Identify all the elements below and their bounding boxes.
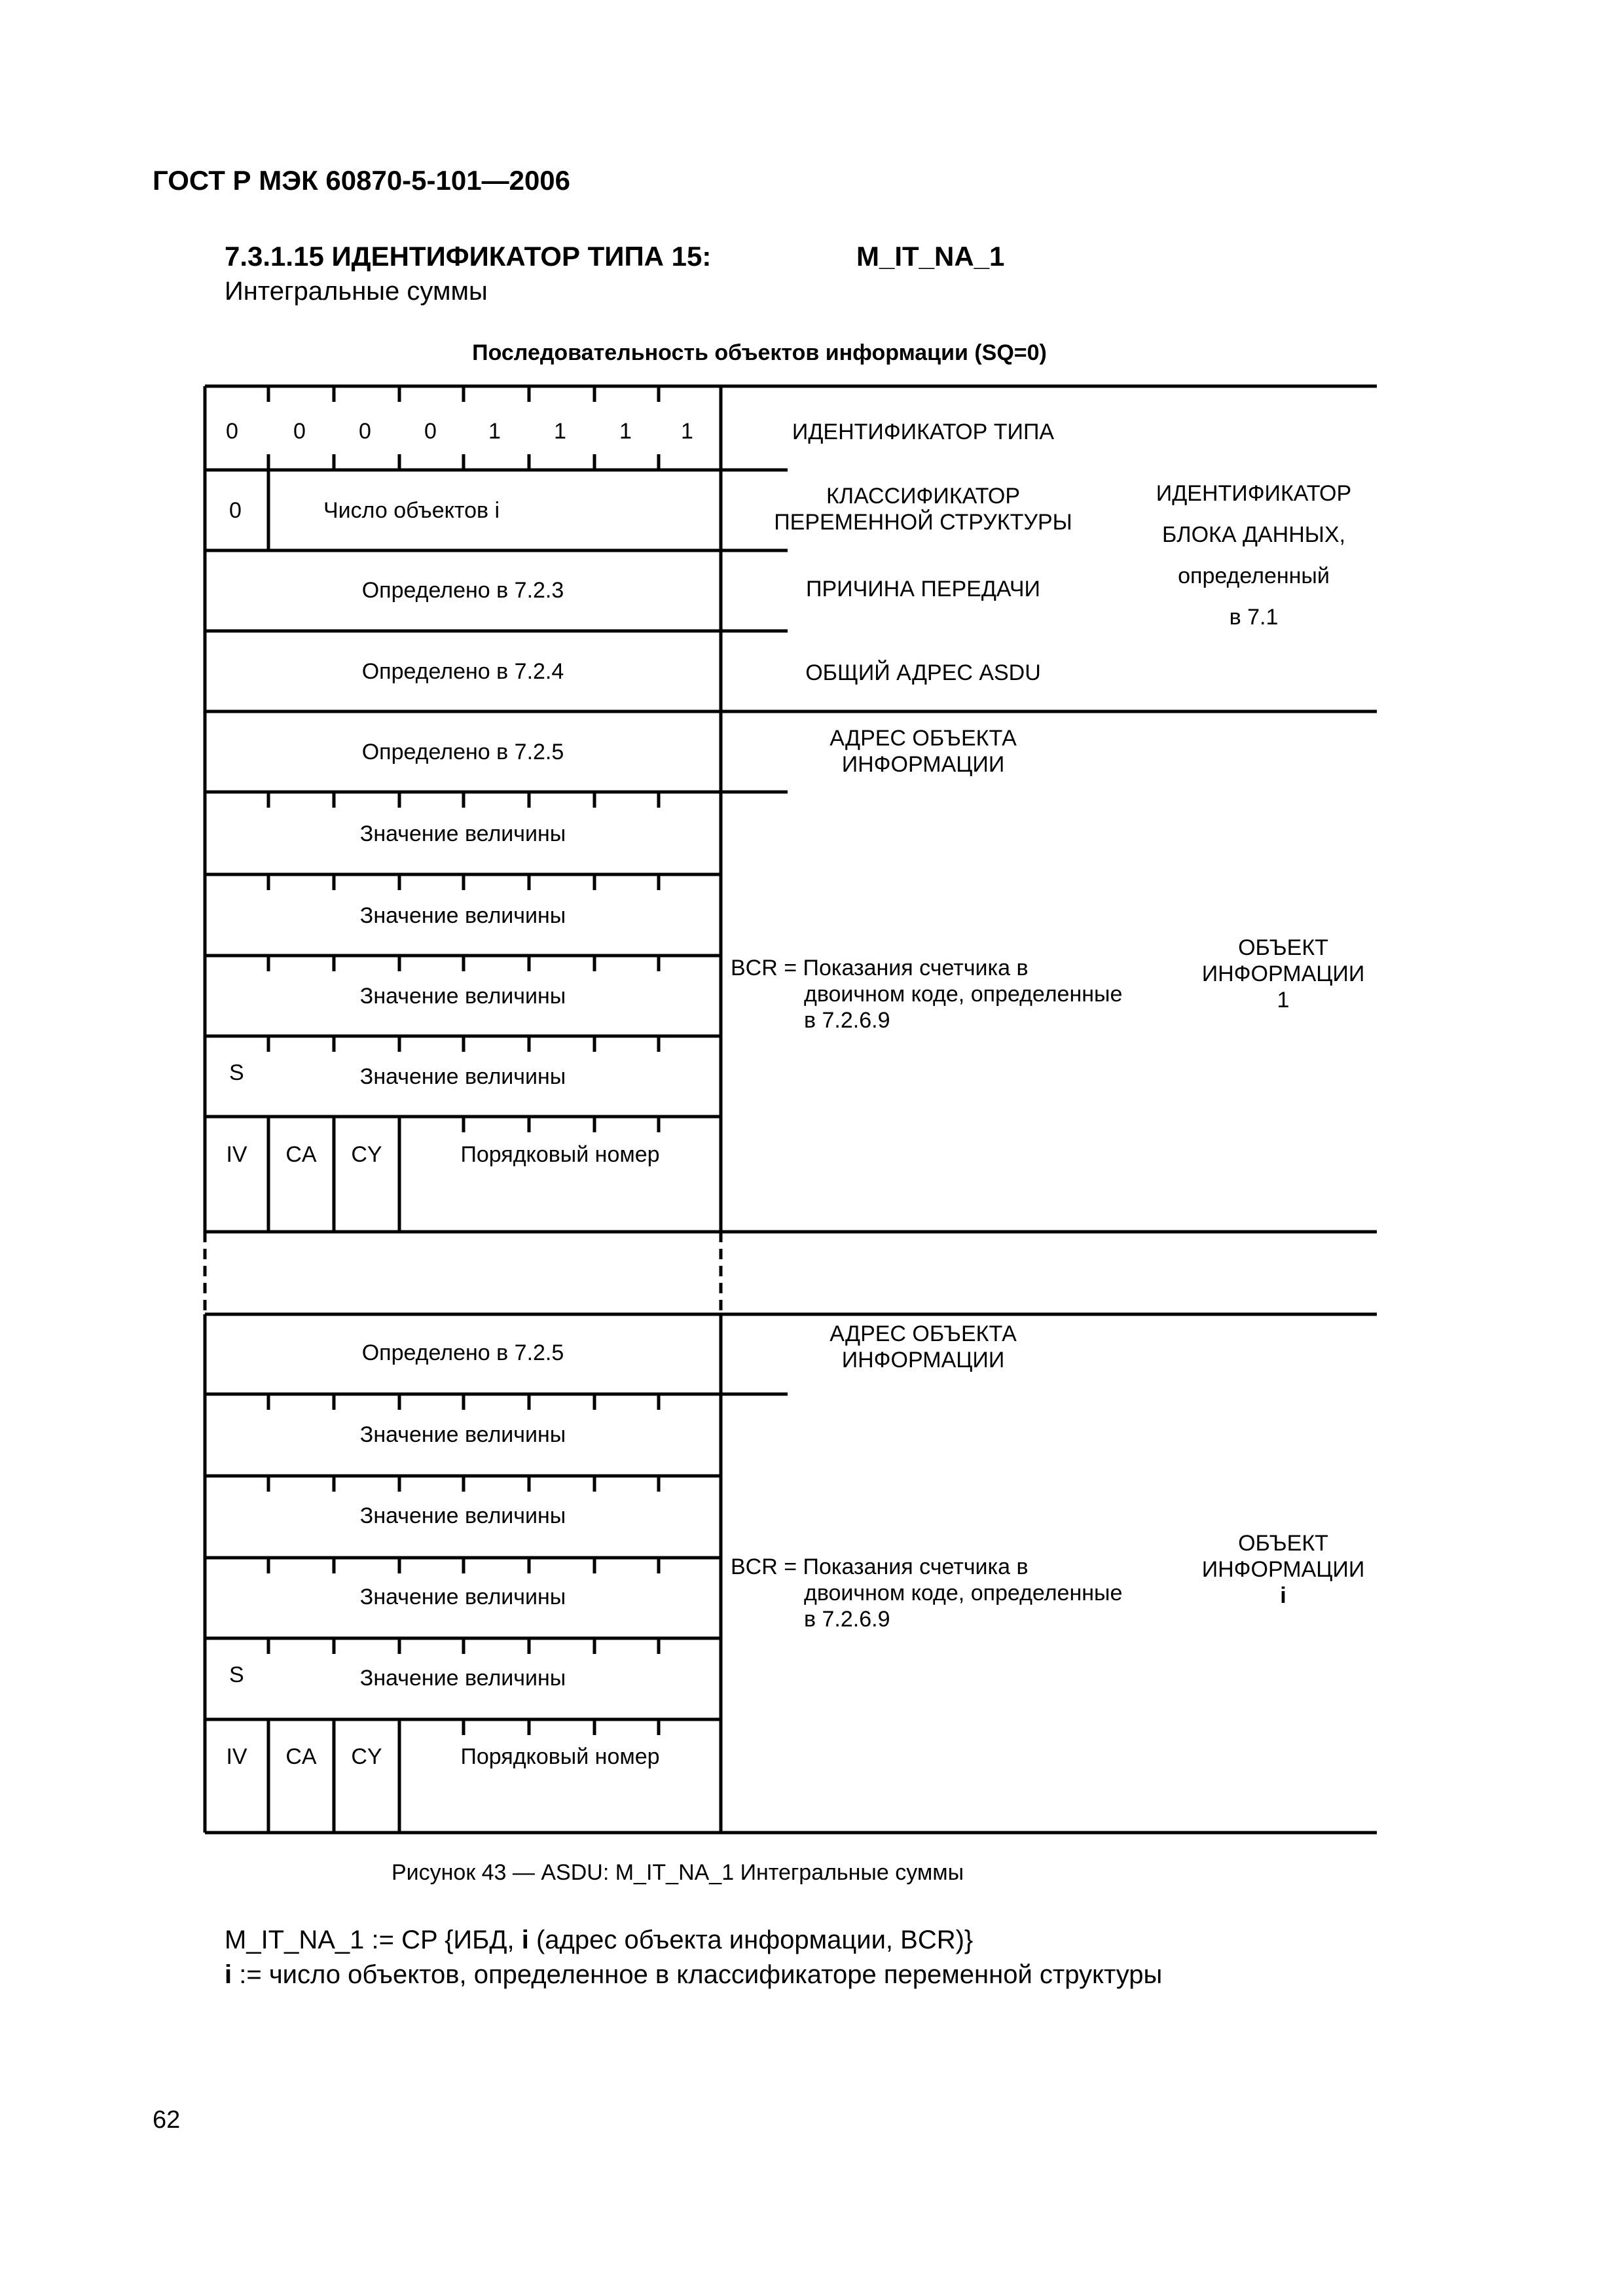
formula-line1 (225, 1926, 973, 1955)
dui-line2: БЛОКА ДАННЫХ, (1161, 522, 1346, 547)
figure-caption: Рисунок 43 — ASDU: M_IT_NA_1 Интегральные суммы (391, 1860, 964, 1885)
label-ioa-1-line2: ИНФОРМАЦИИ (841, 752, 1005, 777)
flag-iv: IV (226, 1142, 247, 1167)
section-subtitle: Интегральные суммы (225, 277, 488, 306)
value-octet-2-i: Значение величины (359, 1503, 566, 1528)
flag-ca: CA (285, 1142, 317, 1167)
bcr-line3: в 7.2.6.9 (804, 1008, 890, 1033)
flag-cy: CY (351, 1142, 382, 1167)
object-i-line2: ИНФОРМАЦИИ (1201, 1557, 1365, 1582)
value-octet-3: Значение величины (359, 984, 566, 1009)
standard-header: ГОСТ Р МЭК 60870-5-101—2006 (153, 165, 571, 196)
formula-line1-i: i (521, 1926, 529, 1954)
type-bit-7: 0 (293, 419, 306, 444)
label-ioa-i-line2: ИНФОРМАЦИИ (841, 1348, 1005, 1372)
label-ioa-i-line1: АДРЕС ОБЪЕКТА (830, 1321, 1017, 1346)
sequence-number: Порядковый номер (460, 1142, 660, 1167)
formula-line2-i: i (225, 1960, 232, 1989)
label-common-address: ОБЩИЙ АДРЕС ASDU (805, 660, 1041, 685)
flag-cy-i: CY (351, 1744, 382, 1769)
label-vsq-line2: ПЕРЕМЕННОЙ СТРУКТУРЫ (774, 510, 1072, 535)
object-i-index: i (1280, 1583, 1286, 1608)
vsq-number-label: Число объектов i (323, 498, 500, 523)
label-type-id: ИДЕНТИФИКАТОР ТИПА (792, 420, 1055, 444)
dui-line1: ИДЕНТИФИКАТОР (1156, 481, 1352, 506)
bcr-line2: двоичном коде, определенные (804, 982, 1123, 1007)
label-ioa-i (727, 1321, 1120, 1373)
sign-bit-i: S (229, 1662, 244, 1687)
flag-ca-i: CA (285, 1744, 317, 1769)
type-bit-1: 1 (681, 419, 693, 444)
formula-line1-suffix: (адрес объекта информации, BCR)} (528, 1926, 974, 1954)
label-cot: ПРИЧИНА ПЕРЕДАЧИ (806, 577, 1040, 601)
label-ioa-1-line1: АДРЕС ОБЪЕКТА (830, 726, 1017, 751)
dui-line3: определенный (1178, 564, 1330, 588)
object-i-line1: ОБЪЕКТ (1238, 1531, 1328, 1556)
common-address-field: Определено в 7.2.4 (361, 659, 564, 684)
value-octet-3-i: Значение величины (359, 1585, 566, 1609)
sequence-number-i: Порядковый номер (460, 1744, 660, 1769)
flag-iv-i: IV (226, 1744, 247, 1769)
section-title: 7.3.1.15 ИДЕНТИФИКАТОР ТИПА 15: (225, 241, 712, 272)
label-ioa-1 (727, 725, 1120, 778)
label-vsq-line1: КЛАССИФИКАТОР (826, 484, 1021, 509)
ioa-field-i: Определено в 7.2.5 (361, 1340, 564, 1365)
object-i-label (1152, 1530, 1414, 1609)
object-1-line2: ИНФОРМАЦИИ (1201, 961, 1365, 986)
bcr-i-line2: двоичном коде, определенные (804, 1581, 1123, 1605)
object-1-index: 1 (1277, 988, 1290, 1013)
type-bit-5: 0 (424, 419, 437, 444)
type-bit-6: 0 (359, 419, 371, 444)
page-number: 62 (153, 2106, 181, 2134)
value-octet-2: Значение величины (359, 903, 566, 928)
diagram-title: Последовательность объектов информации (SQ=0) (472, 340, 1047, 365)
sign-bit: S (229, 1060, 244, 1085)
section-code: M_IT_NA_1 (856, 241, 1005, 272)
vsq-sq-bit: 0 (229, 498, 242, 523)
label-vsq (727, 483, 1120, 535)
value-octet-1-i: Значение величины (359, 1422, 566, 1447)
object-1-label (1152, 935, 1414, 1013)
bcr-i-line3: в 7.2.6.9 (804, 1607, 890, 1632)
dui-line4: в 7.1 (1229, 605, 1279, 630)
formula-line1-prefix: M_IT_NA_1 := CP {ИБД, (225, 1926, 522, 1954)
type-bit-8: 0 (226, 419, 238, 444)
formula-line2-suffix: := число объектов, определенное в классификаторе переменной структуры (232, 1960, 1163, 1989)
value-octet-4: Значение величины (359, 1064, 566, 1089)
type-bit-3: 1 (554, 419, 566, 444)
value-octet-1: Значение величины (359, 821, 566, 846)
label-data-unit-id (1123, 473, 1385, 638)
object-1-line1: ОБЪЕКТ (1238, 935, 1328, 960)
bcr-line1: BCR = Показания счетчика в (731, 956, 1029, 980)
formula-line2 (225, 1960, 1162, 1990)
bcr-i-line1: BCR = Показания счетчика в (731, 1554, 1029, 1579)
value-octet-4-i: Значение величины (359, 1666, 566, 1691)
type-bit-4: 1 (488, 419, 501, 444)
type-bit-2: 1 (619, 419, 632, 444)
ioa-field-1: Определено в 7.2.5 (361, 740, 564, 764)
cot-field: Определено в 7.2.3 (361, 578, 564, 603)
